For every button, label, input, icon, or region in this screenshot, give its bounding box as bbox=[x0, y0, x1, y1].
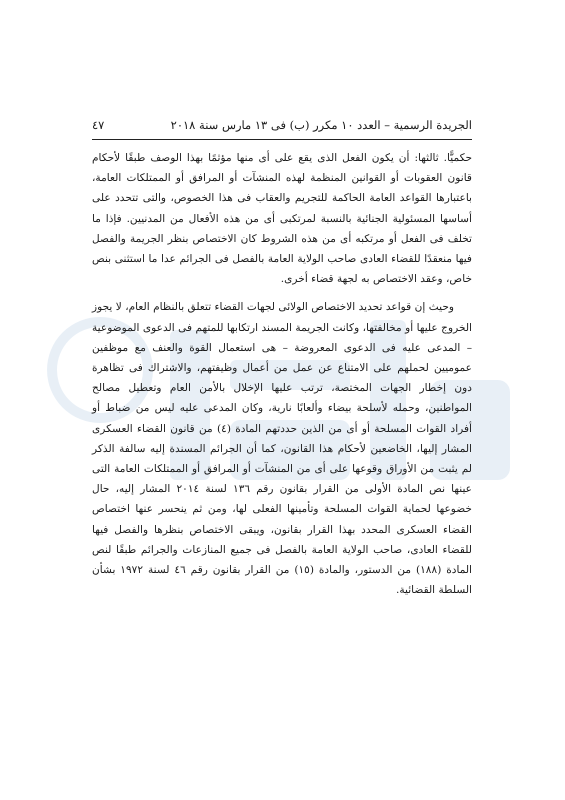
paragraph: حكميًّا. ثالثها: أن يكون الفعل الذى يقع على أى منها مؤثمًا بهذا الوصف طبقًا لأحكام قانون العقوبات أو القوانين المنظمة لهذه المنشآت أو المرافق أو الممتلكات العامة، باعتبارها القواعد العامة الحاكمة للتجريم والعقاب فى هذا الخصوص، والتى تتحدد على أساسها المسئولية الجنائية بالنسبة لمرتكبى أى من هذه الأفعال من المدنيين. فإذا ما تخلف فى الفعل أو مرتكبه أى من هذه الشروط كان الاختصاص بنظر الجريمة والفصل فيها منعقدًا للقضاء العادى صاحب الولاية العامة بالفصل فى الجرائم عدا ما استثنى بنص خاص، وعقد الاختصاص به لجهة قضاء أخرى. bbox=[92, 152, 472, 286]
page-header bbox=[92, 118, 472, 138]
page-number: ٤٧ bbox=[92, 118, 105, 132]
header-divider bbox=[92, 139, 472, 140]
body-text bbox=[92, 148, 472, 600]
header-title: الجريدة الرسمية – العدد ١٠ مكرر (ب) فى ١٣ مارس سنة ٢٠١٨ bbox=[170, 118, 472, 132]
paragraph: وحيث إن قواعد تحديد الاختصاص الولائى لجهات القضاء تتعلق بالنظام العام، لا يجوز الخروج عليها أو مخالفتها، وكانت الجريمة المسند ارتكابها للمتهم فى الدعوى الموضوعية – المدعى عليه فى الدعوى المعروضة – هى استعمال القوة والعنف مع موظفين عموميين لحملهم على الامتناع عن عمل من أعمال وظيفتهم، والاشتراك فى تظاهرة دون إخطار الجهات المختصة، ترتب عليها الإخلال بالأمن العام وتعطيل مصالح المواطنين، وحمله لأسلحة بيضاء وألعابًا نارية، وكان المدعى عليه ليس من ضباط أو أفراد القوات المسلحة أو أى من الذين حددتهم المادة (٤) من قانون القضاء العسكرى المشار إليها، الخاضعين لأحكام هذا القانون، كما أن الجرائم المسندة إليه سالفة الذكر لم يثبت من الأوراق وقوعها على أى من المنشآت أو المرافق أو الممتلكات العامة التى عينها نص المادة الأولى من القرار بقانون رقم ١٣٦ لسنة ٢٠١٤ المشار إليه، حال خضوعها لحماية القوات المسلحة وتأمينها الفعلى لها، ومن ثم ينحسر عنها اختصاص القضاء العسكرى المحدد بهذا القرار بقانون، ويبقى الاختصاص بنظرها والفصل فيها للقضاء العادى، صاحب الولاية العامة بالفصل فى جميع المنازعات والجرائم طبقًا لنص المادة (١٨٨) من الدستور، والمادة (١٥) من القرار بقانون رقم ٤٦ لسنة ١٩٧٢ بشأن السلطة القضائية. bbox=[92, 301, 473, 597]
